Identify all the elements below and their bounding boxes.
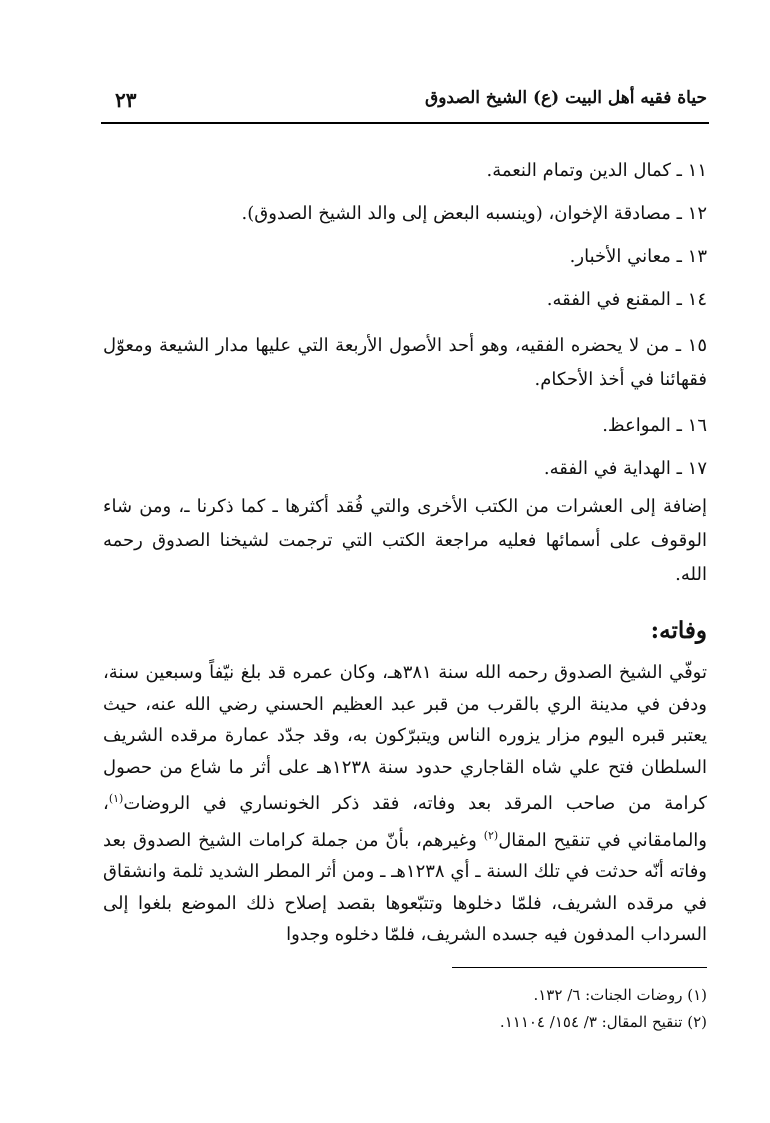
header-divider xyxy=(101,122,709,124)
footnote-ref-2: (٢) xyxy=(483,828,499,842)
book-list-item: ١٣ ـ معاني الأخبار. xyxy=(569,246,707,267)
footnote-divider xyxy=(452,967,707,968)
page-number: ٢٣ xyxy=(115,88,137,112)
book-list-item: ١٦ ـ المواعظ. xyxy=(602,415,707,436)
book-list-item: ١١ ـ كمال الدين وتمام النعمة. xyxy=(486,160,707,181)
footnote-ref-1: (١) xyxy=(108,792,124,805)
addition-paragraph: إضافة إلى العشرات من الكتب الأخرى والتي فُقد أكثرها ـ كما ذكرنا ـ، ومن شاء الوقوف على أسمائها فعليه مراجعة الكتب التي ترجمت لشيخنا الصدوق رحمه الله. xyxy=(103,496,707,585)
footnote: (٢) تنقيح المقال: ٣/ ١٥٤/ ١١١٠٤. xyxy=(499,1013,707,1031)
book-list-item: ١٤ ـ المقنع في الفقه. xyxy=(546,289,707,310)
book-list-item-15: ١٥ ـ من لا يحضره الفقيه، وهو أحد الأصول الأربعة التي عليها مدار الشيعة ومعوّل فقهائنا في أخذ الأحكام. xyxy=(103,335,707,390)
book-list-item: ١٧ ـ الهداية في الفقه. xyxy=(543,458,707,479)
section-heading: وفاته: xyxy=(650,617,707,644)
death-text: وغيرهم، بأنّ من جملة كرامات الشيخ الصدوق بعد وفاته أنّه حدثت في تلك السنة ـ أي ١٢٣٨هـ ـ ومن أثر المطر الشديد ثلمة وانشقاق في مرقده الشريف، فلمّا دخلوها وتتبّعوها بقصد إصلاح ذلك الموضع بلغوا إلى السرداب المدفون فيه جسده الشريف، فلمّا دخلوه وجدوا xyxy=(103,829,707,945)
page-header xyxy=(103,88,707,118)
footnote: (١) روضات الجنات: ٦/ ١٣٢. xyxy=(533,986,707,1004)
death-text: توفّي الشيخ الصدوق رحمه الله سنة ٣٨١هـ، وكان عمره قد بلغ نيّفاً وسبعين سنة، ودفن في مدينة الري بالقرب من قبر عبد العظيم الحسني رضي الله عنه، حيث يعتبر قبره اليوم مزار يزوره الناس ويتبرّكون به، وقد جدّد عمارة مرقده الشريف السلطان فتح علي شاه القاجاري حدود سنة ١٢٣٨هـ على أثر ما شاع من حصول كرامة من صاحب المرقد بعد وفاته، فقد ذكر الخونساري في الروضات xyxy=(103,662,707,814)
book-list-item: ١٢ ـ مصادقة الإخوان، (وينسبه البعض إلى والد الشيخ الصدوق). xyxy=(241,203,707,224)
death-text: ، والمامقاني في تنقيح المقال xyxy=(103,793,707,851)
running-title: حياة فقيه أهل البيت (ع) الشيخ الصدوق xyxy=(425,88,707,108)
death-paragraph xyxy=(103,657,707,951)
